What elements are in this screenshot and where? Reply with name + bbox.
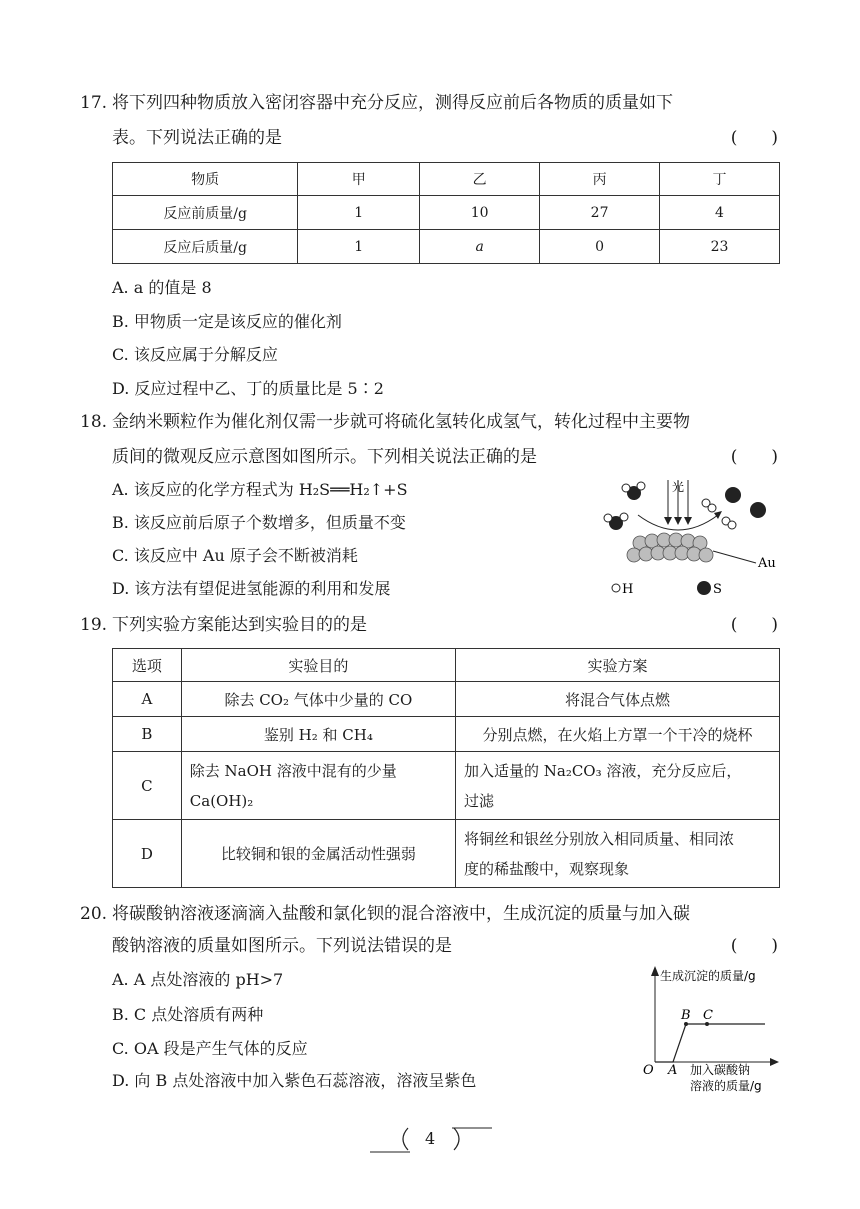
- q18-stem-line1: 金纳米颗粒作为催化剂仅需一步就可将硫化氢转化成氢气，转化过程中主要物: [112, 412, 690, 432]
- q20-answer-blank: ( ): [730, 936, 778, 956]
- point-c-label: C: [703, 1008, 713, 1023]
- point-a-label: A: [668, 1063, 678, 1078]
- q19-header-goal: 实验目的: [181, 649, 455, 682]
- q17-table: [112, 162, 780, 264]
- q17-table-header-row: [113, 163, 780, 196]
- q19-cell-goal: [181, 752, 455, 820]
- q19-number: 19.: [80, 615, 108, 635]
- q19-cell-option: D: [113, 820, 182, 888]
- q19-stem: 下列实验方案能达到实验目的的是: [112, 615, 367, 635]
- au-label: Au: [758, 556, 776, 571]
- q19-cell-option: A: [113, 682, 182, 717]
- q19-plan-d-line2: 度的稀盐酸中，观察现象: [463, 859, 629, 878]
- q20-stem-line1: 将碳酸钠溶液逐滴滴入盐酸和氯化钡的混合溶液中，生成沉淀的质量与加入碳: [112, 904, 690, 924]
- q20-graph: [640, 962, 780, 1097]
- x-axis-label-line2: 溶液的质量/g: [690, 1079, 762, 1093]
- q17-header-jia: 甲: [298, 163, 420, 196]
- q18-option-d: D. 该方法有望促进氢能源的利用和发展: [112, 579, 391, 598]
- q19-goal-c-line2: Ca(OH)₂: [189, 791, 254, 810]
- q17-stem-line2: 表。下列说法正确的是: [112, 128, 282, 148]
- q17-header-bing: 丙: [540, 163, 660, 196]
- q19-plan-c-line1: 加入适量的 Na₂CO₃ 溶液，充分反应后，: [463, 761, 742, 780]
- q18-stem-line2: 质间的微观反应示意图如图所示。下列相关说法正确的是: [112, 447, 537, 467]
- hydrogen-atom-icon: [604, 514, 612, 522]
- hydrogen-atom-icon: [620, 513, 628, 521]
- q19-cell-plan: 分别点燃，在火焰上方罩一个干冷的烧杯: [455, 717, 779, 752]
- q19-cell-option: C: [113, 752, 182, 820]
- q17-cell: 10: [420, 196, 540, 230]
- q19-answer-blank: ( ): [730, 615, 778, 635]
- q17-cell: 27: [540, 196, 660, 230]
- footer-bracket-left: [403, 1128, 408, 1150]
- hydrogen-atom-icon: [637, 482, 645, 490]
- q19-plan-d-line1: 将铜丝和银丝分别放入相同质量、相同浓: [463, 829, 734, 848]
- page-number: 4: [425, 1129, 436, 1148]
- q19-header-plan: 实验方案: [455, 649, 779, 682]
- q20-option-d: D. 向 B 点处溶液中加入紫色石蕊溶液，溶液呈紫色: [112, 1071, 477, 1090]
- q18-reaction-diagram: [598, 475, 788, 600]
- y-axis-arrow-icon: [651, 966, 659, 976]
- q17-cell: 反应后质量/g: [113, 230, 298, 264]
- q17-option-c: C. 该反应属于分解反应: [112, 345, 278, 364]
- sulfur-legend-label: S: [713, 582, 722, 597]
- arrow-head-icon: [674, 517, 682, 525]
- sulfur-atom-icon: [750, 502, 766, 518]
- q19-cell-goal: 比较铜和银的金属活动性强弱: [181, 820, 455, 888]
- q17-cell: 4: [660, 196, 780, 230]
- au-pointer-line: [713, 551, 756, 563]
- q17-option-a: A. a 的值是 8: [112, 278, 212, 297]
- gold-nanoparticle-icon: [627, 533, 713, 562]
- q17-header-substance: 物质: [113, 163, 298, 196]
- q17-option-d: D. 反应过程中乙、丁的质量比是 5∶2: [112, 379, 384, 398]
- arrow-head-icon: [684, 517, 692, 525]
- table-row: [113, 717, 780, 752]
- q17-cell: 反应前质量/g: [113, 196, 298, 230]
- q19-cell-plan: [455, 820, 779, 888]
- table-row: [113, 820, 780, 888]
- sulfur-atom-icon: [725, 487, 741, 503]
- q19-cell-goal: 除去 CO₂ 气体中少量的 CO: [181, 682, 455, 717]
- q20-option-b: B. C 点处溶质有两种: [112, 1005, 264, 1024]
- q18-option-a: A. 该反应的化学方程式为 H₂S══H₂↑+S: [112, 480, 408, 499]
- light-label: 光: [672, 480, 685, 494]
- sulfur-legend-icon: [697, 581, 711, 595]
- q19-goal-c-line1: 除去 NaOH 溶液中混有的少量: [189, 761, 397, 780]
- hydrogen-legend-label: H: [622, 582, 634, 597]
- q19-cell-plan: [455, 752, 779, 820]
- table-row: [113, 196, 780, 230]
- q19-cell-goal: 鉴别 H₂ 和 CH₄: [181, 717, 455, 752]
- hydrogen-atom-icon: [622, 484, 630, 492]
- q17-option-b: B. 甲物质一定是该反应的催化剂: [112, 312, 342, 331]
- q17-cell: 1: [298, 230, 420, 264]
- point-b-label: B: [681, 1008, 691, 1023]
- table-row: [113, 682, 780, 717]
- q17-header-yi: 乙: [420, 163, 540, 196]
- q18-answer-blank: ( ): [730, 447, 778, 467]
- q20-option-a: A. A 点处溶液的 pH>7: [112, 970, 284, 989]
- hydrogen-atom-icon: [728, 521, 736, 529]
- q17-cell: 1: [298, 196, 420, 230]
- q20-option-c: C. OA 段是产生气体的反应: [112, 1039, 308, 1058]
- footer-bracket-right: [454, 1128, 459, 1150]
- table-row: [113, 752, 780, 820]
- hydrogen-legend-icon: [612, 584, 620, 592]
- q17-stem-line1: 将下列四种物质放入密闭容器中充分反应，测得反应前后各物质的质量如下: [112, 93, 673, 113]
- q19-plan-c-line2: 过滤: [463, 791, 494, 810]
- q17-cell: 23: [660, 230, 780, 264]
- q18-option-b: B. 该反应前后原子个数增多，但质量不变: [112, 513, 406, 532]
- q19-table: [112, 648, 780, 888]
- q17-cell: a: [420, 230, 540, 264]
- precipitate-curve: [655, 1024, 765, 1062]
- table-row: [113, 230, 780, 264]
- q18-option-c: C. 该反应中 Au 原子会不断被消耗: [112, 546, 358, 565]
- hydrogen-atom-icon: [708, 504, 716, 512]
- q20-stem-line2: 酸钠溶液的质量如图所示。下列说法错误的是: [112, 936, 452, 956]
- q19-header-option: 选项: [113, 649, 182, 682]
- origin-label: O: [643, 1063, 654, 1078]
- q17-header-ding: 丁: [660, 163, 780, 196]
- q20-number: 20.: [80, 904, 108, 924]
- q18-number: 18.: [80, 412, 108, 432]
- q19-cell-option: B: [113, 717, 182, 752]
- q19-table-header-row: [113, 649, 780, 682]
- arrow-head-icon: [714, 511, 722, 519]
- q19-cell-plan: 将混合气体点燃: [455, 682, 779, 717]
- q17-cell: 0: [540, 230, 660, 264]
- x-axis-label-line1: 加入碳酸钠: [690, 1063, 751, 1077]
- q17-number: 17.: [80, 93, 108, 113]
- arrow-head-icon: [664, 517, 672, 525]
- y-axis-label: 生成沉淀的质量/g: [660, 969, 756, 983]
- q17-answer-blank: ( ): [730, 128, 778, 148]
- x-axis-arrow-icon: [770, 1058, 779, 1066]
